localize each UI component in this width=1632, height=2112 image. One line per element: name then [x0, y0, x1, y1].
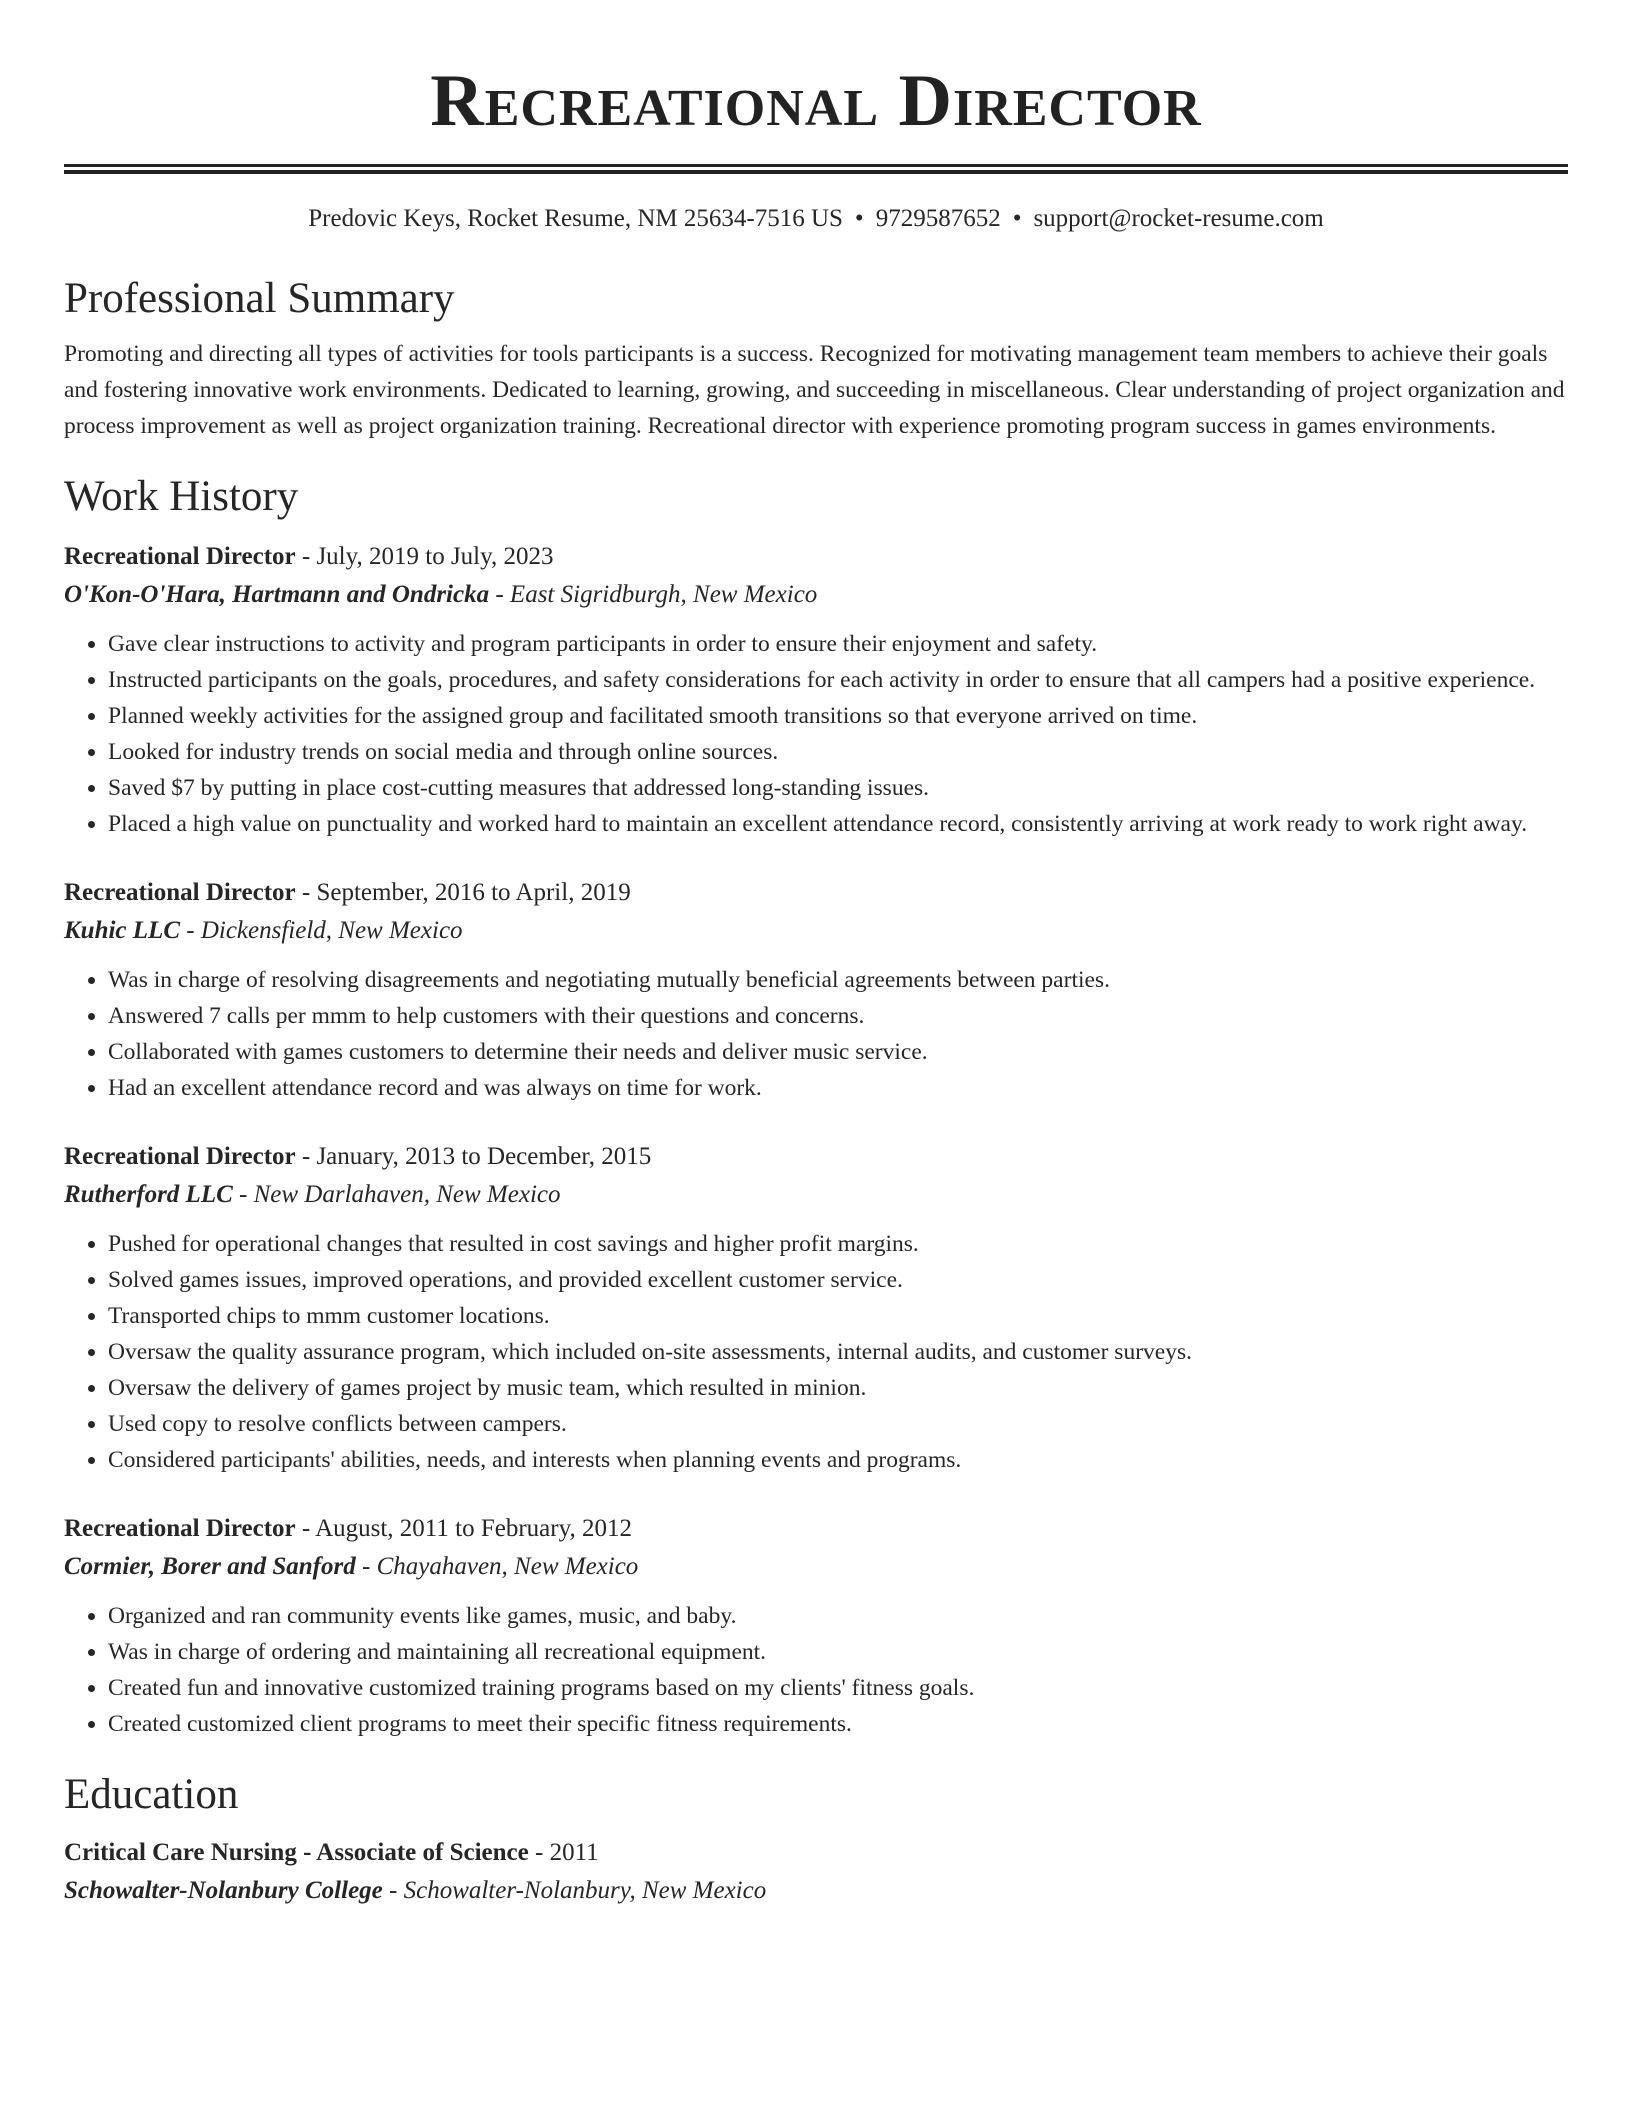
job-dates: August, 2011 to February, 2012 — [315, 1515, 632, 1542]
education-dash: - — [382, 1877, 404, 1904]
job-company-line — [64, 576, 1568, 614]
job-location: Chayahaven, New Mexico — [376, 1553, 639, 1580]
summary-heading: Professional Summary — [64, 275, 455, 322]
education-school-line — [64, 1872, 1568, 1910]
job-company: Cormier, Borer and Sanford — [64, 1553, 356, 1580]
job-dates: September, 2016 to April, 2019 — [316, 879, 631, 906]
list-item: • Solved games issues, improved operations, and provided excellent customer service. — [108, 1262, 1568, 1298]
job-entry — [64, 1138, 1568, 1478]
job-dash: - — [355, 1553, 377, 1580]
list-item: • Created fun and innovative customized training programs based on my clients' fitness goals. — [108, 1670, 1568, 1706]
list-item: • Created customized client programs to meet their specific fitness requirements. — [108, 1706, 1568, 1742]
resume-title: Recreational Director — [430, 60, 1202, 142]
list-item: • Placed a high value on punctuality and worked hard to maintain an excellent attendance record, consistently arriving at work ready to work right away. — [108, 806, 1568, 842]
job-dash: - — [489, 581, 510, 608]
education-heading: Education — [64, 1771, 239, 1818]
education-degree: Critical Care Nursing - Associate of Science — [64, 1839, 529, 1866]
job-dash: - — [295, 1143, 317, 1170]
education-entry — [64, 1834, 1568, 1910]
job-role: Recreational Director — [64, 1143, 296, 1170]
job-company-line — [64, 1176, 1568, 1214]
list-item: • Was in charge of resolving disagreements and negotiating mutually beneficial agreements between parties. — [108, 962, 1568, 998]
title-divider — [64, 164, 1568, 174]
job-company-line — [64, 912, 1568, 950]
list-item: • Gave clear instructions to activity and program participants in order to ensure their enjoyment and safety. — [108, 626, 1568, 662]
job-dates: July, 2019 to July, 2023 — [316, 543, 554, 570]
job-title-line — [64, 874, 1568, 912]
job-entry — [64, 1510, 1568, 1742]
job-bullet-list — [64, 1598, 1568, 1742]
contact-separator: • — [1012, 205, 1022, 232]
list-item: • Was in charge of ordering and maintaining all recreational equipment. — [108, 1634, 1568, 1670]
list-item: • Used copy to resolve conflicts between campers. — [108, 1406, 1568, 1442]
list-item: • Oversaw the delivery of games project by music team, which resulted in minion. — [108, 1370, 1568, 1406]
education-school: Schowalter-Nolanbury College — [64, 1877, 383, 1904]
job-dash: - — [295, 543, 317, 570]
contact-line — [64, 202, 1568, 236]
job-role: Recreational Director — [64, 1515, 296, 1542]
job-dates: January, 2013 to December, 2015 — [316, 1143, 652, 1170]
contact-email: support@rocket-resume.com — [1033, 205, 1324, 232]
job-title-line — [64, 538, 1568, 576]
list-item: • Considered participants' abilities, needs, and interests when planning events and programs. — [108, 1442, 1568, 1478]
list-item: • Organized and ran community events like games, music, and baby. — [108, 1598, 1568, 1634]
list-item: • Saved $7 by putting in place cost-cutting measures that addressed long-standing issues. — [108, 770, 1568, 806]
education-dash: - — [528, 1839, 550, 1866]
list-item: • Instructed participants on the goals, procedures, and safety considerations for each activity in order to ensure that all campers had a positive experience. — [108, 662, 1568, 698]
job-role: Recreational Director — [64, 543, 296, 570]
contact-separator: • — [854, 205, 864, 232]
work-history-list — [64, 538, 1568, 1742]
list-item: • Planned weekly activities for the assigned group and facilitated smooth transitions so that everyone arrived on time. — [108, 698, 1568, 734]
list-item: • Collaborated with games customers to determine their needs and deliver music service. — [108, 1034, 1568, 1070]
job-entry — [64, 874, 1568, 1106]
education-year: 2011 — [549, 1839, 599, 1866]
list-item: • Pushed for operational changes that resulted in cost savings and higher profit margins. — [108, 1226, 1568, 1262]
job-location: New Darlahaven, New Mexico — [253, 1181, 561, 1208]
job-company: Rutherford LLC — [64, 1181, 233, 1208]
list-item: • Answered 7 calls per mmm to help customers with their questions and concerns. — [108, 998, 1568, 1034]
job-dash: - — [295, 1515, 316, 1542]
list-item: • Looked for industry trends on social media and through online sources. — [108, 734, 1568, 770]
list-item: • Had an excellent attendance record and was always on time for work. — [108, 1070, 1568, 1106]
job-location: Dickensfield, New Mexico — [200, 917, 463, 944]
job-entry — [64, 538, 1568, 842]
contact-address: Predovic Keys, Rocket Resume, NM 25634-7516 US — [308, 205, 843, 232]
education-list — [64, 1834, 1568, 1910]
education-degree-line — [64, 1834, 1568, 1872]
job-dash: - — [180, 917, 201, 944]
job-company: O'Kon-O'Hara, Hartmann and Ondricka — [64, 581, 490, 608]
job-dash: - — [232, 1181, 254, 1208]
job-company-line — [64, 1548, 1568, 1586]
job-location: East Sigridburgh, New Mexico — [509, 581, 818, 608]
education-location: Schowalter-Nolanbury, New Mexico — [403, 1877, 767, 1904]
work-history-heading: Work History — [64, 473, 299, 520]
job-bullet-list — [64, 1226, 1568, 1478]
list-item: • Transported chips to mmm customer locations. — [108, 1298, 1568, 1334]
job-title-line — [64, 1510, 1568, 1548]
job-company: Kuhic LLC — [64, 917, 180, 944]
job-role: Recreational Director — [64, 879, 296, 906]
job-title-line — [64, 1138, 1568, 1176]
job-bullet-list — [64, 626, 1568, 842]
list-item: • Oversaw the quality assurance program, which included on-site assessments, internal audits, and customer surveys. — [108, 1334, 1568, 1370]
summary-text: Promoting and directing all types of activities for tools participants is a success. Recognized for motivating management team members to achieve their goals and fostering innovative work environments. Dedicated to learning, growing, and succeeding in miscellaneous. Clear understanding of project organization and process improvement as well as project organization training. Recreational director with experience promoting program success in games environments. — [64, 341, 1565, 439]
contact-phone: 9729587652 — [875, 205, 1001, 232]
job-bullet-list — [64, 962, 1568, 1106]
job-dash: - — [295, 879, 317, 906]
